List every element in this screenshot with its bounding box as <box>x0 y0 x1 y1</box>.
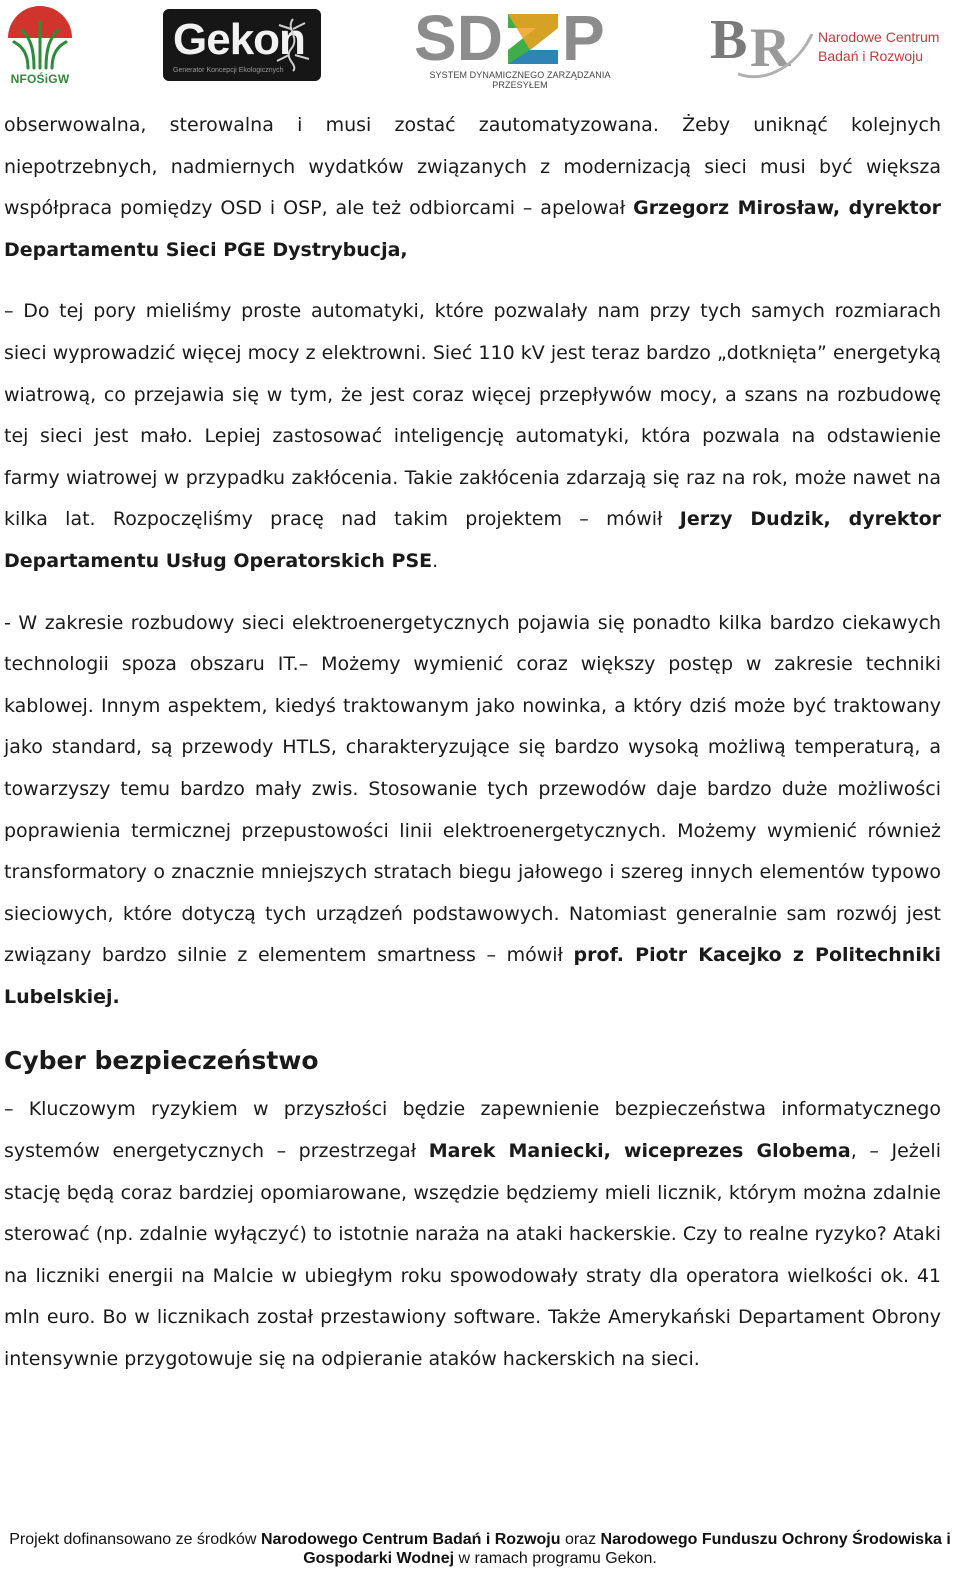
ncbr-name-line1: Narodowe Centrum <box>818 29 940 45</box>
svg-text:SD: SD <box>414 6 503 68</box>
gekon-logo <box>163 9 321 81</box>
ncbr-name-line2: Badań i Rozwoju <box>818 48 924 64</box>
bold-text: Grzegorz Mirosław, dyrektor Departamentu Sieci PGE Dystrybucja, <box>4 197 942 261</box>
svg-text:R: R <box>750 17 791 79</box>
ncbr-logo <box>708 4 944 86</box>
gekon-wordmark: Gekon <box>173 15 305 64</box>
paragraph <box>4 105 941 271</box>
nfosigw-caption: NFOŚiGW <box>10 72 70 86</box>
footer-text: Projekt dofinansowano ze środków <box>9 1531 261 1548</box>
ncbr-name <box>818 28 944 66</box>
bold-text: Marek Maniecki, wiceprezes Globema <box>428 1140 851 1163</box>
svg-text:P: P <box>562 6 605 68</box>
paragraph <box>4 1089 941 1380</box>
funding-footer <box>0 1530 960 1568</box>
header-logos <box>0 0 960 92</box>
paragraph <box>4 603 941 1019</box>
gekon-subtitle: Generator Koncepcji Ekologicznych <box>173 67 284 74</box>
ncbr-mark-icon <box>708 4 818 86</box>
text-run: – Kluczowym ryzykiem w przyszłości będzie zapewnienie bezpieczeństwa informatycznego systemów energetycznych – przestrzegał <box>4 1098 941 1163</box>
svg-text:B: B <box>710 9 748 71</box>
sdzp-wordmark-icon <box>412 6 628 68</box>
sdzp-subtitle: SYSTEM DYNAMICZNEGO ZARZĄDZANIA PRZESYŁEM <box>429 70 611 90</box>
nfosigw-logo <box>6 4 74 86</box>
text-run: . <box>432 549 439 572</box>
section-heading: Cyber bezpieczeństwo <box>4 1046 319 1076</box>
gecko-icon <box>271 15 315 73</box>
footer-text: oraz <box>560 1531 601 1548</box>
text-run: – Do tej pory mieliśmy proste automatyki, które pozwalały nam przy tych samych rozmiarach sieci wyprowadzić więcej mocy z elektrowni. Sieć 110 kV jest teraz bardzo „dotknięta” energetyką wiatrową, co przejawia się w tym, że jest coraz więcej przepływów mocy, a szans na rozbudowę tej sieci jest mało. Lepiej zastosować inteligencję automatyki, która pozwala na odstawienie farmy wiatrowej w przypadku zakłócenia. Takie zakłócenia zdarzają się raz na rok, może nawet na kilka lat. Rozpoczęliśmy pracę nad takim projektem – mówił <box>4 300 941 531</box>
text-run: , – Jeżeli stację będą coraz bardziej opomiarowane, wszędzie będziemy mieli licznik, którym można zdalnie sterować (np. zdalnie wyłączyć) to istotnie naraża na ataki hackerskie. Czy to realne ryzyko? Ataki na liczniki energii na Malcie w ubiegłym roku spowodowały straty dla operatora wielkości ok. 41 mln euro. Bo w licznikach został przestawiony software. Także Amerykański Departament Obrony intensywnie przygotowuje się na odpieranie ataków hackerskich na sieci. <box>4 1140 941 1371</box>
text-run: - W zakresie rozbudowy sieci elektroenergetycznych pojawia się ponadto kilka bardzo ciekawych technologii spoza obszaru IT.– Możemy wymienić coraz większy postęp w zakresie techniki kablowej. Innym aspektem, kiedyś traktowanym jako nowinka, a który dziś może być traktowany jako standard, są przewody HTLS, charakteryzujące się bardzo wysoką możliwą temperaturą, a towarzyszy temu bardzo mały zwis. Stosowanie tych przewodów daje bardzo duże możliwości poprawienia termicznej przepustowości linii elektroenergetycznych. Możemy wymienić również transformatory o znacznie mniejszych stratach biegu jałowego i szereg innych elementów typowo sieciowych, które dotyczą tych urządzeń podstawowych. Natomiast generalnie sam rozwój jest związany bardzo silnie z elementem smartness – mówił <box>4 611 941 967</box>
footer-text: w ramach programu Gekon. <box>454 1550 657 1567</box>
paragraph <box>4 291 941 582</box>
sdzp-logo <box>412 6 628 90</box>
bold-text: prof. Piotr Kacejko z Politechniki Lubelskiej. <box>4 944 941 1008</box>
bold-text: Jerzy Dudzik, dyrektor Departamentu Usług Operatorskich PSE <box>4 508 941 572</box>
footer-nfosigw: Narodowego Funduszu Ochrony Środowiska i Gospodarki Wodnej <box>303 1531 951 1567</box>
footer-ncbr: Narodowego Centrum Badań i Rozwoju <box>260 1531 561 1548</box>
nfosigw-emblem-icon <box>6 4 74 72</box>
text-run: obserwowalna, sterowalna i musi zostać zautomatyzowana. Żeby uniknąć kolejnych niepotrzebnych, nadmiernych wydatków związanych z modernizacją sieci musi być większa współpraca pomiędzy OSD i OSP, ale też odbiorcami – apelował <box>4 114 941 220</box>
article-body <box>4 105 941 1381</box>
